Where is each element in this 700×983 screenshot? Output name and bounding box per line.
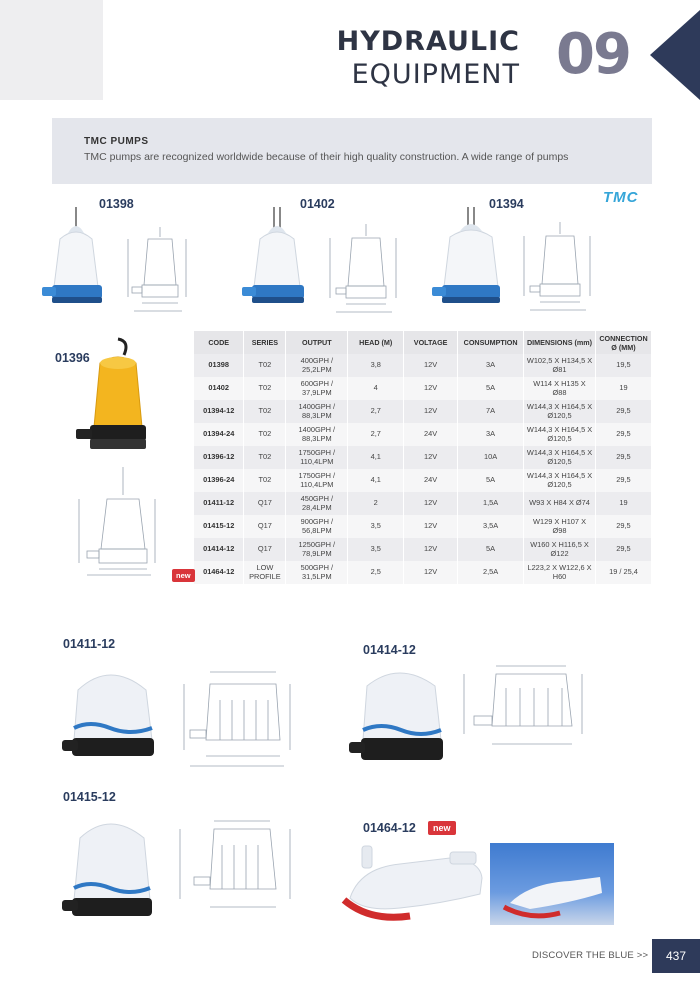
cell-voltage: 12V (404, 354, 458, 377)
cell-connection: 19 / 25,4 (595, 561, 651, 584)
cell-head: 4 (348, 377, 404, 400)
label-01394: 01394 (489, 197, 524, 211)
new-badge-table: new (172, 569, 195, 582)
header-connection: CONNECTION Ø (MM) (595, 331, 651, 354)
cell-dimensions: W114 X H135 X Ø88 (524, 377, 596, 400)
cell-connection: 19 (595, 377, 651, 400)
pump-01396-image (68, 335, 168, 460)
pump-01415-12-image (60, 810, 160, 930)
cell-dimensions: W93 X H84 X Ø74 (524, 492, 596, 515)
cell-voltage: 12V (404, 538, 458, 561)
cell-code: 01394-24 (194, 423, 244, 446)
drawing-01414-12 (452, 660, 592, 755)
header-dimensions: DIMENSIONS (mm) (524, 331, 596, 354)
pump-01394-image (430, 205, 515, 310)
cell-consumption: 7A (458, 400, 524, 423)
cell-series: T02 (244, 400, 286, 423)
cell-series: LOW PROFILE (244, 561, 286, 584)
table-row (194, 446, 652, 469)
pump-01398-image (40, 205, 120, 310)
title-line-1: HYDRAULIC (336, 26, 520, 57)
intro-text: TMC pumps are recognized worldwide because of their high quality construction. A wide range of pumps (84, 151, 569, 163)
page-title (337, 26, 520, 92)
cell-consumption: 2,5A (458, 561, 524, 584)
cell-head: 2,7 (348, 400, 404, 423)
table-row (194, 469, 652, 492)
drawing-01415-12 (170, 815, 300, 915)
cell-head: 2,5 (348, 561, 404, 584)
cell-output: 900GPH / 56,8LPM (286, 515, 348, 538)
cell-output: 1750GPH / 110,4LPM (286, 469, 348, 492)
cell-consumption: 5A (458, 538, 524, 561)
cell-consumption: 5A (458, 377, 524, 400)
header-voltage: VOLTAGE (404, 331, 458, 354)
cell-output: 1400GPH / 88,3LPM (286, 400, 348, 423)
cell-voltage: 12V (404, 446, 458, 469)
intro-title: TMC PUMPS (84, 136, 149, 147)
table-row (194, 492, 652, 515)
installed-pump-icon (490, 843, 614, 925)
label-01414-12: 01414-12 (363, 643, 416, 657)
cell-series: Q17 (244, 492, 286, 515)
cell-voltage: 24V (404, 423, 458, 446)
cell-code: 01414-12 (194, 538, 244, 561)
cell-dimensions: L223,2 X W122,6 X H60 (524, 561, 596, 584)
chapter-tab-triangle (650, 10, 700, 100)
cell-head: 3,5 (348, 515, 404, 538)
cell-connection: 29,5 (595, 515, 651, 538)
label-01411-12: 01411-12 (63, 637, 116, 651)
header-consumption: CONSUMPTION (458, 331, 524, 354)
cell-code: 01402 (194, 377, 244, 400)
cell-connection: 29,5 (595, 400, 651, 423)
cell-connection: 19,5 (595, 354, 651, 377)
cell-output: 450GPH / 28,4LPM (286, 492, 348, 515)
header-series: SERIES (244, 331, 286, 354)
cell-head: 3,8 (348, 354, 404, 377)
cell-output: 1750GPH / 110,4LPM (286, 446, 348, 469)
cell-output: 1400GPH / 88,3LPM (286, 423, 348, 446)
cell-code: 01396-24 (194, 469, 244, 492)
cell-output: 600GPH / 37,9LPM (286, 377, 348, 400)
cell-voltage: 12V (404, 377, 458, 400)
cell-dimensions: W144,3 X H164,5 X Ø120,5 (524, 446, 596, 469)
cell-dimensions: W102,5 X H134,5 X Ø81 (524, 354, 596, 377)
label-01464-12: 01464-12 (363, 821, 416, 835)
footer-tagline: DISCOVER THE BLUE >> (532, 950, 649, 961)
cell-series: T02 (244, 469, 286, 492)
cell-dimensions: W129 X H107 X Ø98 (524, 515, 596, 538)
cell-connection: 19 (595, 492, 651, 515)
cell-consumption: 3A (458, 423, 524, 446)
cell-head: 4,1 (348, 469, 404, 492)
cell-dimensions: W160 X H116,5 X Ø122 (524, 538, 596, 561)
spec-table (194, 331, 652, 584)
table-row (194, 354, 652, 377)
corner-block (0, 0, 103, 100)
new-badge-01464: new (428, 821, 456, 835)
cell-head: 2 (348, 492, 404, 515)
cell-output: 1250GPH / 78,9LPM (286, 538, 348, 561)
cell-head: 3,5 (348, 538, 404, 561)
cell-code: 01394-12 (194, 400, 244, 423)
cell-connection: 29,5 (595, 538, 651, 561)
cell-consumption: 10A (458, 446, 524, 469)
table-row (194, 515, 652, 538)
table-row (194, 561, 652, 584)
table-row (194, 538, 652, 561)
cell-connection: 29,5 (595, 423, 651, 446)
title-line-2: EQUIPMENT (351, 59, 520, 90)
table-row (194, 400, 652, 423)
cell-connection: 29,5 (595, 446, 651, 469)
intro-box (52, 118, 652, 184)
cell-code: 01398 (194, 354, 244, 377)
drawing-01398 (120, 225, 195, 315)
table-row (194, 377, 652, 400)
page-number: 437 (652, 939, 700, 973)
header-head: HEAD (M) (348, 331, 404, 354)
cell-code: 01396-12 (194, 446, 244, 469)
cell-series: T02 (244, 423, 286, 446)
cell-dimensions: W144,3 X H164,5 X Ø120,5 (524, 400, 596, 423)
tmc-logo: TMC (603, 189, 639, 206)
pump-01411-12-image (60, 660, 160, 770)
cell-consumption: 3A (458, 354, 524, 377)
cell-dimensions: W144,3 X H164,5 X Ø120,5 (524, 469, 596, 492)
table-header-row (194, 331, 652, 354)
table-row (194, 423, 652, 446)
chapter-number: 09 (556, 22, 630, 87)
cell-voltage: 12V (404, 515, 458, 538)
pump-01464-12-image (340, 838, 490, 933)
cell-code: 01415-12 (194, 515, 244, 538)
cell-code: 01411-12 (194, 492, 244, 515)
label-01398: 01398 (99, 197, 134, 211)
label-01415-12: 01415-12 (63, 790, 116, 804)
cell-voltage: 12V (404, 400, 458, 423)
label-01396: 01396 (55, 351, 90, 365)
cell-head: 4,1 (348, 446, 404, 469)
header-output: OUTPUT (286, 331, 348, 354)
cell-voltage: 24V (404, 469, 458, 492)
cell-series: Q17 (244, 515, 286, 538)
cell-connection: 29,5 (595, 469, 651, 492)
pump-01402-image (240, 205, 320, 310)
cell-consumption: 1,5A (458, 492, 524, 515)
cell-consumption: 3,5A (458, 515, 524, 538)
drawing-01402 (322, 222, 412, 317)
header-code: CODE (194, 331, 244, 354)
cell-series: T02 (244, 377, 286, 400)
drawing-01396 (75, 465, 170, 580)
label-01402: 01402 (300, 197, 335, 211)
cell-output: 400GPH / 25,2LPM (286, 354, 348, 377)
cell-series: T02 (244, 354, 286, 377)
cell-head: 2,7 (348, 423, 404, 446)
cell-voltage: 12V (404, 492, 458, 515)
cell-series: Q17 (244, 538, 286, 561)
pump-01414-12-image (345, 660, 450, 772)
drawing-01411-12 (180, 660, 300, 775)
pump-01464-12-install-photo (490, 843, 614, 925)
cell-code: 01464-12 (194, 561, 244, 584)
cell-consumption: 5A (458, 469, 524, 492)
drawing-01394 (518, 220, 603, 315)
cell-output: 500GPH / 31,5LPM (286, 561, 348, 584)
cell-dimensions: W144,3 X H164,5 X Ø120,5 (524, 423, 596, 446)
cell-voltage: 12V (404, 561, 458, 584)
cell-series: T02 (244, 446, 286, 469)
